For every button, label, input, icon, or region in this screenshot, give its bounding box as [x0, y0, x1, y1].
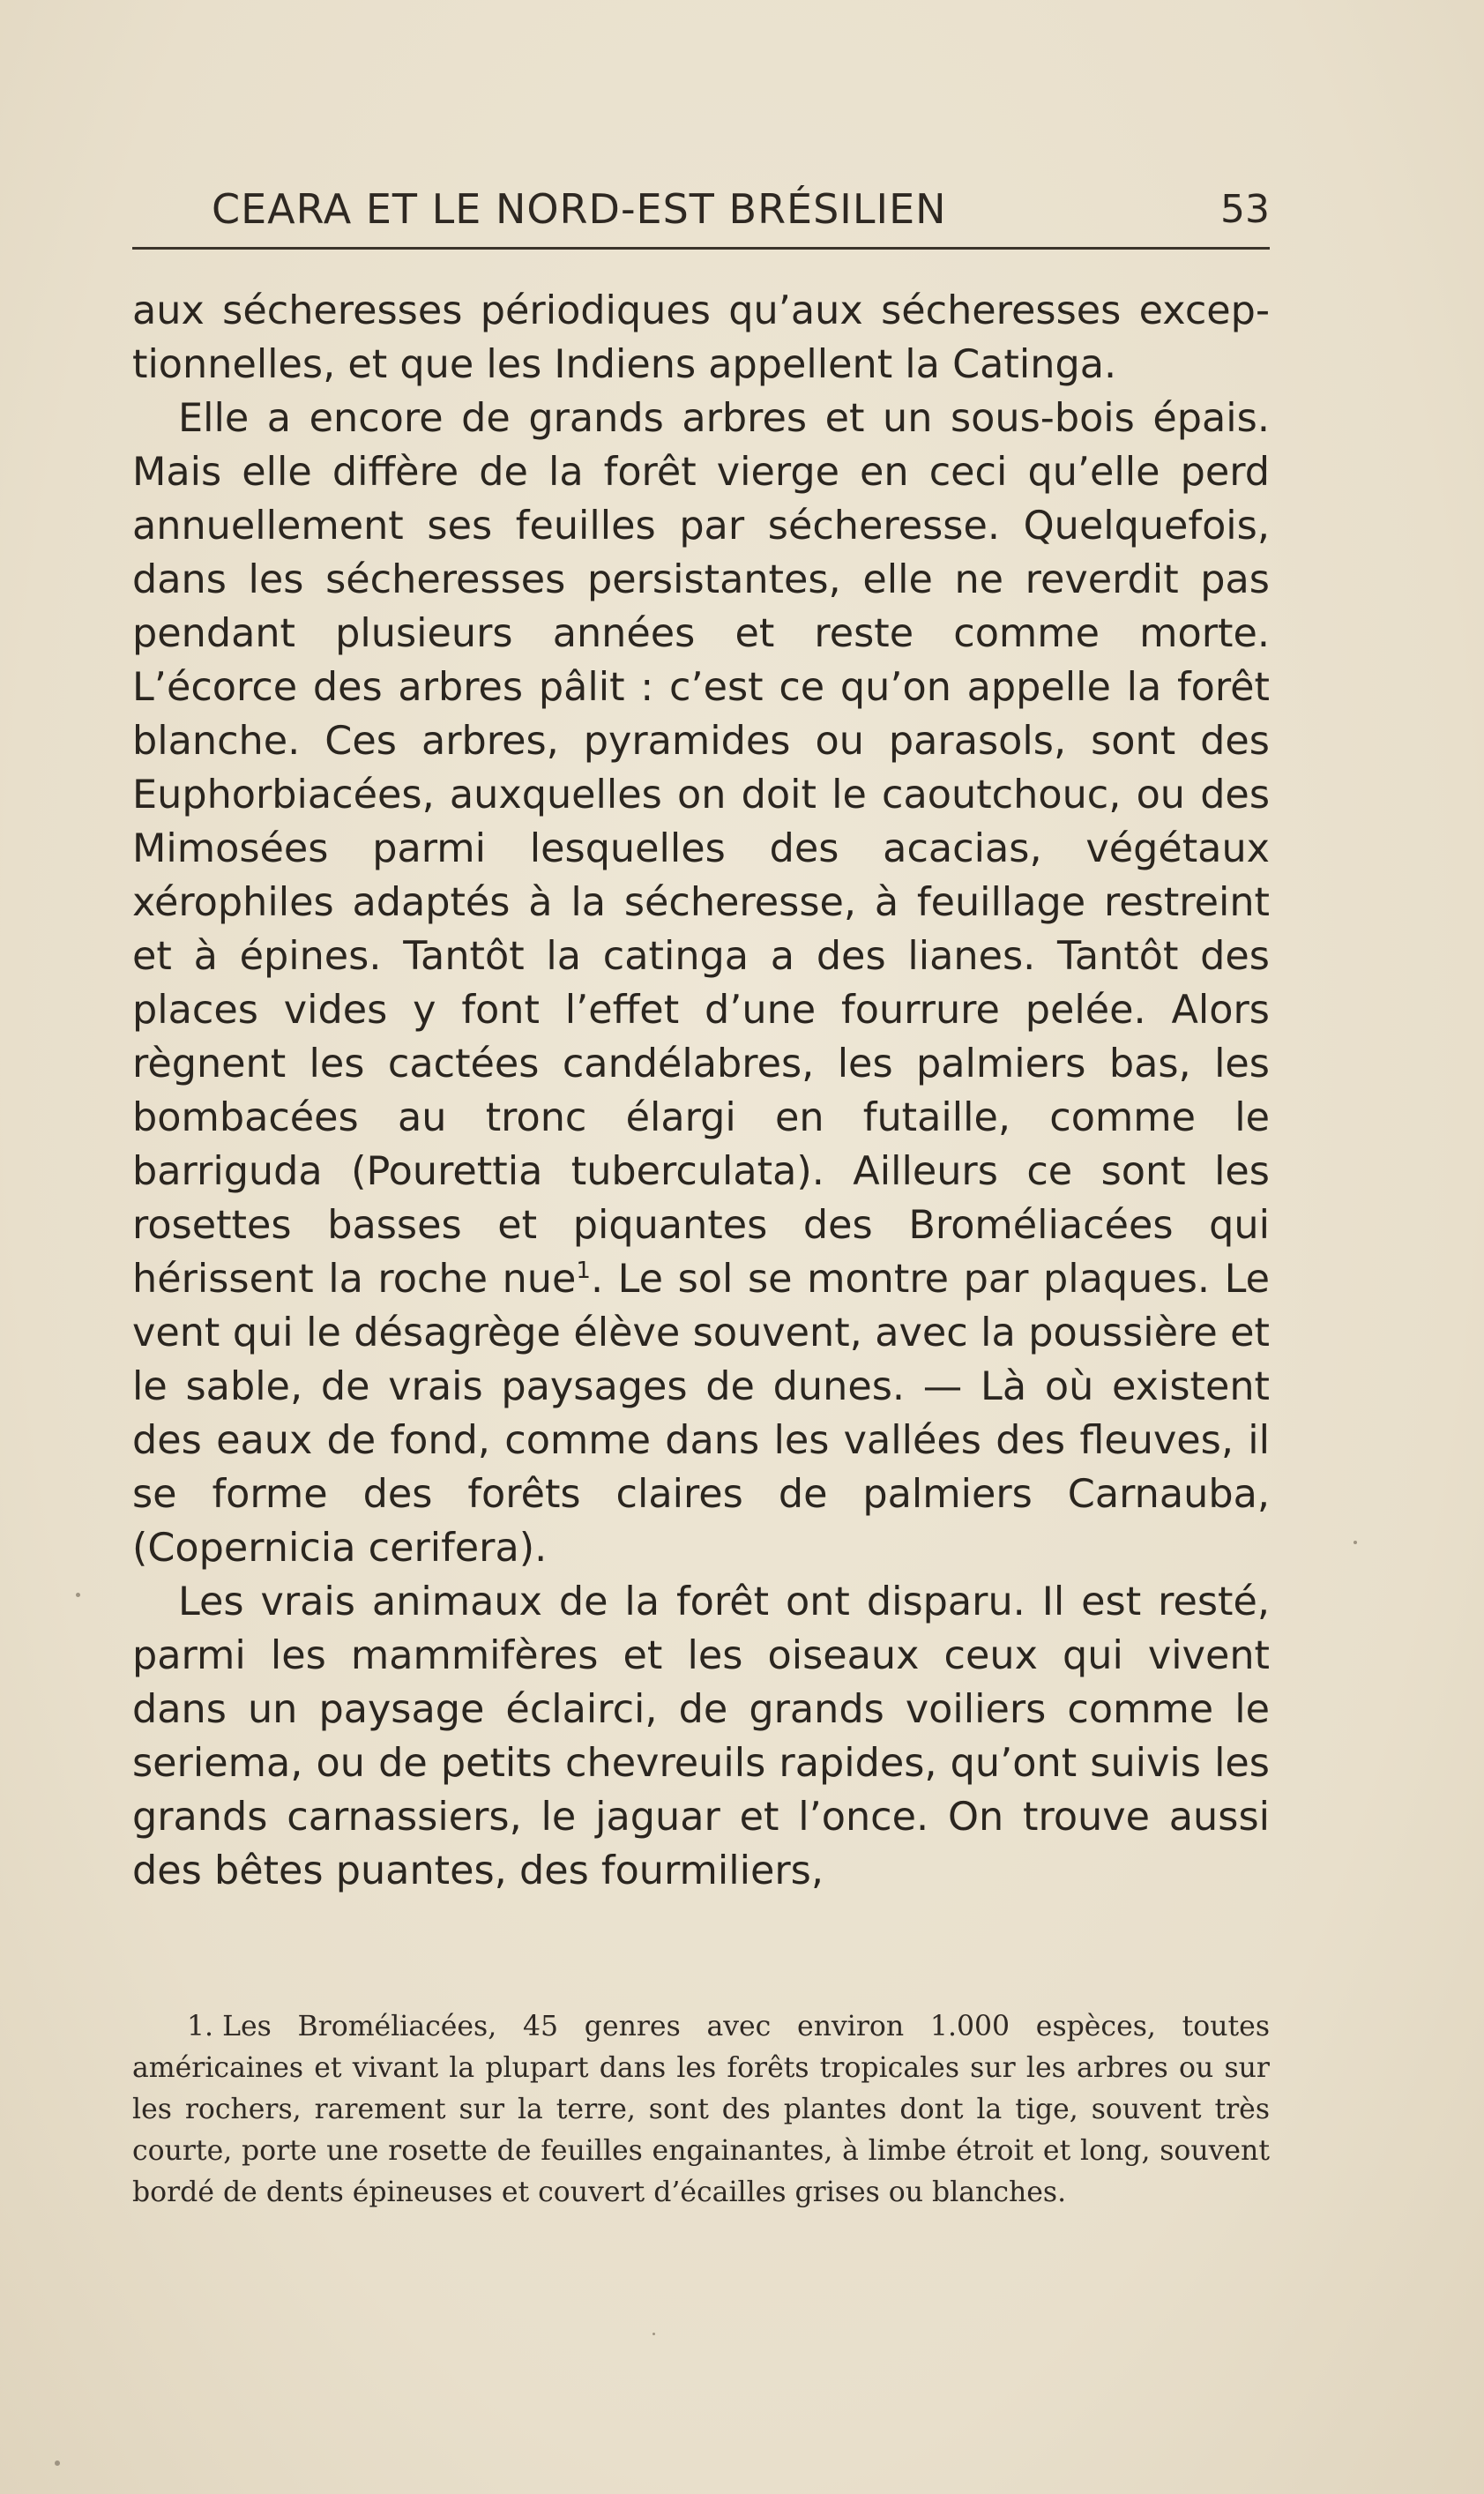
paper-speck — [76, 1593, 80, 1597]
paragraph-2 — [132, 392, 1270, 1575]
main-text — [132, 284, 1270, 1898]
footnote-text: Les Broméliacées, 45 genres avec environ 1.000 espèces, toutes américaines et vivant la plupart dans les forêts tropicales sur les arbres ou sur les rochers, rarement sur la terre, sont des plantes dont la tige, souvent très courte, porte une rosette de feuilles engainantes, à limbe étroit et long, souvent bordé de dents épineuses et couvert d’écailles grises ou blanches. — [132, 2011, 1270, 2208]
running-title: CEARA ET LE NORD-EST BRÉSILIEN — [212, 185, 947, 233]
running-header — [132, 185, 1270, 250]
paper-speck — [55, 2460, 60, 2466]
footnote-reference: 1 — [576, 1258, 591, 1285]
book-page — [132, 0, 1270, 2494]
footnote-marker: 1. — [187, 2011, 214, 2042]
footnote-paragraph — [132, 2006, 1270, 2214]
page-number: 53 — [1220, 187, 1270, 232]
paper-speck — [653, 2333, 655, 2335]
paragraph-3: Les vrais animaux de la forêt ont disparu. Il est resté, parmi les mammifères et les oiseaux ceux qui vivent dans un paysage éclairci, de grands voiliers comme le seriema, ou de petits chevreuils rapides, qu’ont suivis les grands carnassiers, le jaguar et l’once. On trouve aussi des bêtes puantes, des fourmiliers, — [132, 1579, 1270, 1893]
footnote — [132, 2006, 1270, 2214]
paragraph-2-continuation: . Le sol se montre par plaques. Le vent qui le désagrège élève souvent, avec la poussière et le sable, de vrais paysages de dunes. — Là où existent des eaux de fond, comme dans les vallées des fleuves, il se forme des forêts claires de palmiers Carnauba, (Copernicia cerifera). — [132, 1257, 1271, 1571]
paragraph-2-text: Elle a encore de grands arbres et un sous-bois épais. Mais elle diffère de la forêt vierge en ceci qu’elle perd annuellement ses feuilles par sécheresse. Quelquefois, dans les sécheresses persistantes, elle ne reverdit pas pendant plusieurs années et reste comme morte. L’écorce des arbres pâlit : c’est ce qu’on appelle la forêt blanche. Ces arbres, pyramides ou parasols, sont des Euphorbiacées, auxquelles on doit le caoutchouc, ou des Mimosées parmi lesquelles des acacias, végétaux xérophiles adaptés à la sécheresse, à feuillage restreint et à épines. Tantôt la catinga a des lianes. Tantôt des places vides y font l’effet d’une fourrure pelée. Alors règnent les cactées candélabres, les palmiers bas, les bombacées au tronc élargi en futaille, comme le barriguda (Pourettia tuberculata). Ailleurs ce sont les rosettes basses et piquantes des Broméliacées qui hérissent la roche nue — [132, 396, 1270, 1302]
paragraph-1: aux sécheresses périodiques qu’aux sécheresses exceptionnelles, et que les Indiens appellent la Catinga. — [132, 288, 1270, 387]
paper-speck — [1353, 1541, 1357, 1544]
